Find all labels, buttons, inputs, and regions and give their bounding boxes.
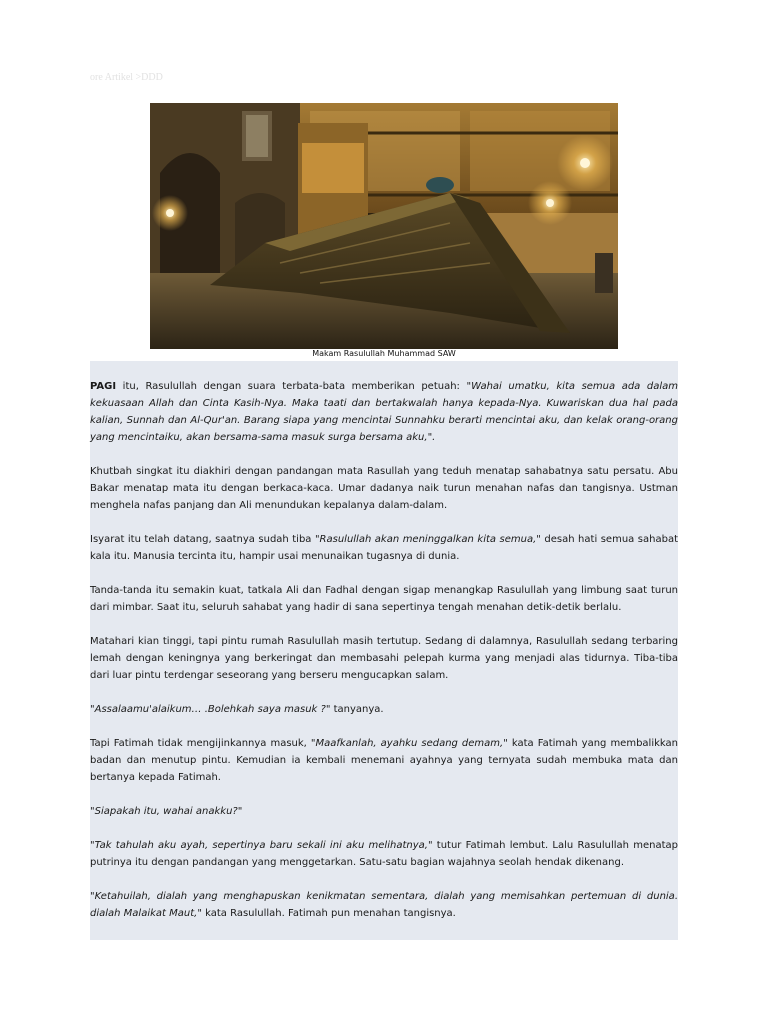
paragraph-7-text-a: Tapi Fatimah tidak mengijinkannya masuk, <box>90 738 311 749</box>
paragraph-8 <box>90 803 678 820</box>
paragraph-10-text: kata Rasulullah. Fatimah pun menahan tangisnya. <box>201 908 456 919</box>
paragraph-3 <box>90 531 678 565</box>
paragraph-5: Matahari kian tinggi, tapi pintu rumah Rasulullah masih tertutup. Sedang di dalamnya, Rasulullah sedang terbaring lemah dengan keningnya yang berkeringat dan membasahi pelepah kurma yang menjadi alas tidurnya. Tiba-tiba dari luar pintu terdengar seseorang yang berseru mengucapkan salam. <box>90 636 678 681</box>
faint-header-text: ore Artikel >DDD <box>90 72 163 83</box>
paragraph-9-text: tutur Fatimah lembut. Lalu Rasulullah menatap putrinya itu dengan pandangan yang menggetarkan. Satu-satu bagian wajahnya seolah hendak dikenang. <box>90 840 679 868</box>
paragraph-7-quote: "Maafkanlah, ayahku sedang demam," <box>310 738 508 749</box>
paragraph-9 <box>90 837 678 871</box>
paragraph-7-text-b: kata Fatimah yang membalikkan badan dan menutup pintu. Kemudian ia kembali menemani ayahnya yang ternyata sudah membuka mata dan bertanya kepada Fatimah. <box>90 738 678 783</box>
paragraph-10-quote: "Ketahuilah, dialah yang menghapuskan kenikmatan sementara, dialah yang memisahkan pertemuan di dunia. dialah Malaikat Maut," <box>90 891 678 919</box>
paragraph-8-quote: "Siapakah itu, wahai anakku?" <box>90 806 243 817</box>
article-body <box>90 361 678 940</box>
paragraph-6-quote: "Assalaamu'alaikum… .Bolehkah saya masuk ?" <box>90 704 331 715</box>
paragraph-1-lead: PAGI <box>90 381 117 392</box>
paragraph-3-text-a: Isyarat itu telah datang, saatnya sudah tiba <box>90 534 315 545</box>
paragraph-9-quote: "Tak tahulah aku ayah, sepertinya baru sekali ini aku melihatnya," <box>90 840 433 851</box>
paragraph-1-text: itu, Rasulullah dengan suara terbata-bata memberikan petuah: <box>116 381 467 392</box>
photo-caption: Makam Rasulullah Muhammad SAW <box>312 349 456 358</box>
paragraph-10 <box>90 888 678 922</box>
tomb-photo-illustration <box>150 103 618 349</box>
paragraph-3-quote: "Rasulullah akan meninggalkan kita semua," <box>314 534 541 545</box>
paragraph-2: Khutbah singkat itu diakhiri dengan pandangan mata Rasullah yang teduh menatap sahabatnya satu persatu. Abu Bakar menatap mata itu dengan berkaca-kaca. Umar dadanya naik turun menahan nafas dan tangisnya. Ustman menghela nafas panjang dan Ali menundukan kepalanya dalam-dalam. <box>90 466 678 511</box>
paragraph-6 <box>90 701 678 718</box>
paragraph-7 <box>90 735 678 786</box>
paragraph-6-text: tanyanya. <box>330 704 384 715</box>
tomb-photo <box>150 103 618 349</box>
paragraph-3-text-b: desah hati semua sahabat kala itu. Manusia tercinta itu, hampir usai menunaikan tugasnya di dunia. <box>90 534 678 562</box>
paragraph-4: Tanda-tanda itu semakin kuat, tatkala Ali dan Fadhal dengan sigap menangkap Rasulullah yang limbung saat turun dari mimbar. Saat itu, seluruh sahabat yang hadir di sana sepertinya tengah menahan detik-detik berlalu. <box>90 585 678 613</box>
paragraph-1 <box>90 378 678 446</box>
paragraph-1-quote: "Wahai umatku, kita semua ada dalam kekuasaan Allah dan Cinta Kasih-Nya. Maka taati dan bertakwalah hanya kepada-Nya. Kuwariskan dua hal pada kalian, Sunnah dan Al-Qur'an. Barang siapa yang mencintai Sunnahku berarti mencintai aku, dan kelak orang-orang yang mencintaiku, akan bersama-sama masuk surga bersama aku,". <box>90 381 678 443</box>
